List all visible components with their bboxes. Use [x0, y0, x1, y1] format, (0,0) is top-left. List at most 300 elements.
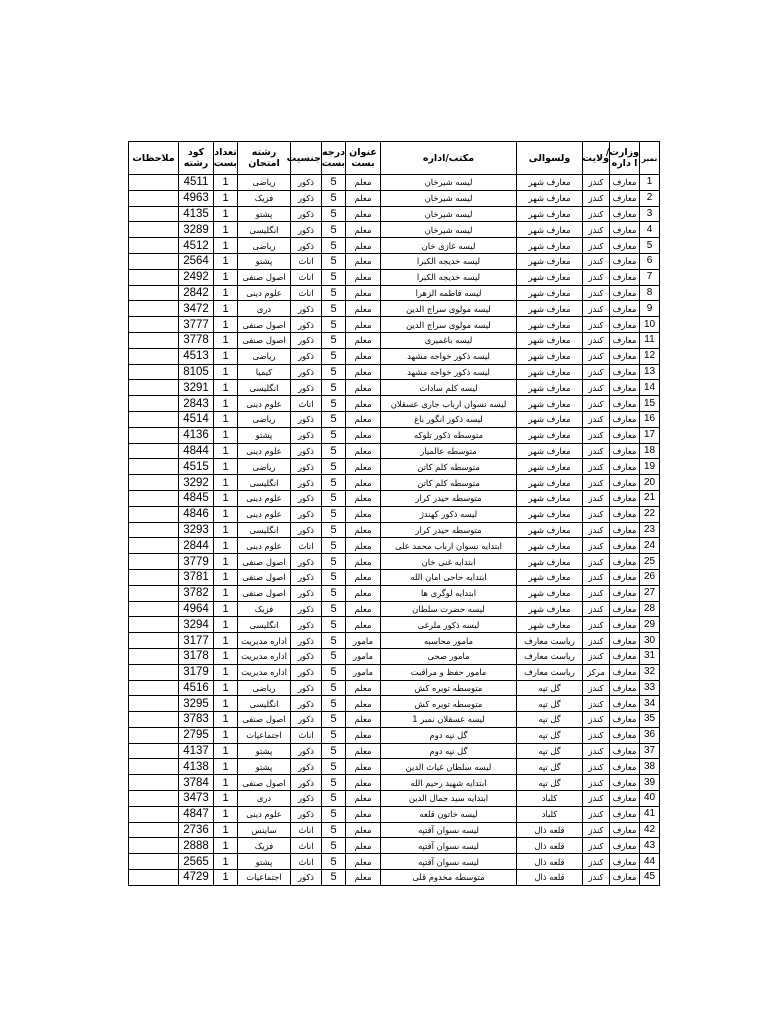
- post-title-cell: مامور: [346, 633, 381, 649]
- header-title: عنوان بست: [346, 142, 381, 175]
- district-cell: معارف شهر: [517, 443, 583, 459]
- subject-code-cell: 3777: [179, 317, 214, 333]
- row-number: 41: [640, 806, 660, 822]
- subject-cell: انگلیسی: [238, 696, 291, 712]
- grade-cell: 5: [322, 253, 346, 269]
- notes-cell: [129, 175, 179, 191]
- ministry-cell: معارف: [610, 190, 640, 206]
- notes-cell: [129, 206, 179, 222]
- notes-cell: [129, 348, 179, 364]
- ministry-cell: معارف: [610, 617, 640, 633]
- subject-code-cell: 3781: [179, 569, 214, 585]
- school-cell: گل تپه دوم: [381, 743, 517, 759]
- ministry-cell: معارف: [610, 822, 640, 838]
- gender-cell: اناث: [291, 538, 322, 554]
- post-title-cell: معلم: [346, 712, 381, 728]
- ministry-cell: معارف: [610, 743, 640, 759]
- grade-cell: 5: [322, 759, 346, 775]
- notes-cell: [129, 317, 179, 333]
- gender-cell: ذکور: [291, 712, 322, 728]
- gender-cell: ذکور: [291, 490, 322, 506]
- subject-code-cell: 4847: [179, 806, 214, 822]
- ministry-cell: معارف: [610, 664, 640, 680]
- post-title-cell: معلم: [346, 459, 381, 475]
- province-cell: کندز: [583, 601, 610, 617]
- grade-cell: 5: [322, 396, 346, 412]
- gender-cell: ذکور: [291, 348, 322, 364]
- row-number: 37: [640, 743, 660, 759]
- province-cell: کندز: [583, 617, 610, 633]
- notes-cell: [129, 712, 179, 728]
- subject-cell: اجتماعیات: [238, 727, 291, 743]
- post-count-cell: 1: [214, 317, 238, 333]
- table-row: [129, 317, 660, 333]
- school-cell: لیسه غازی خان: [381, 238, 517, 254]
- ministry-cell: معارف: [610, 459, 640, 475]
- ministry-cell: معارف: [610, 585, 640, 601]
- school-cell: لیسه شیرخان: [381, 175, 517, 191]
- table-row: [129, 870, 660, 886]
- school-cell: مامور محاسبه: [381, 633, 517, 649]
- school-cell: متوسطه مخدوم قلی: [381, 870, 517, 886]
- post-title-cell: معلم: [346, 317, 381, 333]
- district-cell: گل تپه: [517, 759, 583, 775]
- gender-cell: اناث: [291, 727, 322, 743]
- table-row: [129, 664, 660, 680]
- district-cell: گل تپه: [517, 743, 583, 759]
- district-cell: معارف شهر: [517, 364, 583, 380]
- subject-code-cell: 4963: [179, 190, 214, 206]
- province-cell: کندز: [583, 490, 610, 506]
- gender-cell: ذکور: [291, 759, 322, 775]
- district-cell: معارف شهر: [517, 427, 583, 443]
- gender-cell: ذکور: [291, 380, 322, 396]
- subject-code-cell: 4516: [179, 680, 214, 696]
- subject-code-cell: 3293: [179, 522, 214, 538]
- grade-cell: 5: [322, 506, 346, 522]
- ministry-cell: معارف: [610, 427, 640, 443]
- ministry-cell: معارف: [610, 791, 640, 807]
- row-number: 5: [640, 238, 660, 254]
- grade-cell: 5: [322, 585, 346, 601]
- table-row: [129, 238, 660, 254]
- province-cell: کندز: [583, 585, 610, 601]
- vacancy-table: [128, 141, 660, 886]
- grade-cell: 5: [322, 222, 346, 238]
- row-number: 8: [640, 285, 660, 301]
- notes-cell: [129, 569, 179, 585]
- post-title-cell: معلم: [346, 427, 381, 443]
- school-cell: لیسه مولوی سراج الدین: [381, 301, 517, 317]
- school-cell: لیسه ذکور کهندژ: [381, 506, 517, 522]
- grade-cell: 5: [322, 522, 346, 538]
- post-title-cell: معلم: [346, 380, 381, 396]
- grade-cell: 5: [322, 712, 346, 728]
- subject-code-cell: 4964: [179, 601, 214, 617]
- row-number: 14: [640, 380, 660, 396]
- row-number: 22: [640, 506, 660, 522]
- grade-cell: 5: [322, 317, 346, 333]
- subject-code-cell: 3178: [179, 648, 214, 664]
- province-cell: کندز: [583, 712, 610, 728]
- subject-cell: اداره مدیریت: [238, 664, 291, 680]
- gender-cell: ذکور: [291, 317, 322, 333]
- notes-cell: [129, 364, 179, 380]
- subject-code-cell: 3294: [179, 617, 214, 633]
- school-cell: لیسه عسقلان نمبر 1: [381, 712, 517, 728]
- school-cell: لیسه کلم سادات: [381, 380, 517, 396]
- post-title-cell: معلم: [346, 348, 381, 364]
- post-title-cell: معلم: [346, 396, 381, 412]
- district-cell: معارف شهر: [517, 411, 583, 427]
- grade-cell: 5: [322, 285, 346, 301]
- post-title-cell: معلم: [346, 696, 381, 712]
- gender-cell: ذکور: [291, 648, 322, 664]
- header-ministry: وزارت/ا داره: [610, 142, 640, 175]
- school-cell: لیسه ذکور ملرغی: [381, 617, 517, 633]
- table-row: [129, 332, 660, 348]
- province-cell: کندز: [583, 175, 610, 191]
- province-cell: کندز: [583, 222, 610, 238]
- post-title-cell: معلم: [346, 490, 381, 506]
- row-number: 17: [640, 427, 660, 443]
- subject-code-cell: 3177: [179, 633, 214, 649]
- district-cell: کلباد: [517, 806, 583, 822]
- gender-cell: اناث: [291, 396, 322, 412]
- row-number: 28: [640, 601, 660, 617]
- grade-cell: 5: [322, 743, 346, 759]
- post-count-cell: 1: [214, 648, 238, 664]
- post-title-cell: معلم: [346, 253, 381, 269]
- notes-cell: [129, 475, 179, 491]
- district-cell: معارف شهر: [517, 506, 583, 522]
- row-number: 29: [640, 617, 660, 633]
- gender-cell: ذکور: [291, 364, 322, 380]
- ministry-cell: معارف: [610, 490, 640, 506]
- subject-code-cell: 3778: [179, 332, 214, 348]
- grade-cell: 5: [322, 190, 346, 206]
- province-cell: کندز: [583, 696, 610, 712]
- notes-cell: [129, 759, 179, 775]
- subject-code-cell: 2565: [179, 854, 214, 870]
- row-number: 27: [640, 585, 660, 601]
- table-row: [129, 443, 660, 459]
- gender-cell: ذکور: [291, 791, 322, 807]
- subject-cell: انگلیسی: [238, 522, 291, 538]
- ministry-cell: معارف: [610, 569, 640, 585]
- district-cell: معارف شهر: [517, 206, 583, 222]
- gender-cell: ذکور: [291, 427, 322, 443]
- gender-cell: ذکور: [291, 601, 322, 617]
- gender-cell: ذکور: [291, 222, 322, 238]
- province-cell: کندز: [583, 317, 610, 333]
- post-count-cell: 1: [214, 680, 238, 696]
- gender-cell: اناث: [291, 854, 322, 870]
- post-count-cell: 1: [214, 427, 238, 443]
- school-cell: لیسه فاطمه الزهرا: [381, 285, 517, 301]
- school-cell: ابتدایه لوگری ها: [381, 585, 517, 601]
- post-title-cell: معلم: [346, 791, 381, 807]
- post-title-cell: معلم: [346, 301, 381, 317]
- school-cell: لیسه نسوان آقتپه: [381, 854, 517, 870]
- post-title-cell: معلم: [346, 554, 381, 570]
- subject-cell: علوم دینی: [238, 396, 291, 412]
- school-cell: لیسه ذکور انگور باغ: [381, 411, 517, 427]
- ministry-cell: معارف: [610, 364, 640, 380]
- subject-code-cell: 4513: [179, 348, 214, 364]
- gender-cell: ذکور: [291, 411, 322, 427]
- gender-cell: اناث: [291, 822, 322, 838]
- district-cell: معارف شهر: [517, 522, 583, 538]
- subject-code-cell: 2492: [179, 269, 214, 285]
- ministry-cell: معارف: [610, 506, 640, 522]
- subject-cell: اداره مدیریت: [238, 633, 291, 649]
- notes-cell: [129, 633, 179, 649]
- subject-code-cell: 2842: [179, 285, 214, 301]
- gender-cell: ذکور: [291, 554, 322, 570]
- province-cell: کندز: [583, 380, 610, 396]
- post-count-cell: 1: [214, 522, 238, 538]
- province-cell: کندز: [583, 285, 610, 301]
- school-cell: لیسه باغمیری: [381, 332, 517, 348]
- gender-cell: ذکور: [291, 190, 322, 206]
- gender-cell: ذکور: [291, 569, 322, 585]
- subject-code-cell: 4514: [179, 411, 214, 427]
- table-row: [129, 538, 660, 554]
- district-cell: قلعه ذال: [517, 822, 583, 838]
- gender-cell: ذکور: [291, 870, 322, 886]
- province-cell: کندز: [583, 743, 610, 759]
- notes-cell: [129, 380, 179, 396]
- district-cell: معارف شهر: [517, 601, 583, 617]
- ministry-cell: معارف: [610, 554, 640, 570]
- district-cell: گل تپه: [517, 727, 583, 743]
- subject-code-cell: 3292: [179, 475, 214, 491]
- school-cell: متوسطه حیدر کرار: [381, 522, 517, 538]
- row-number: 42: [640, 822, 660, 838]
- district-cell: گل تپه: [517, 775, 583, 791]
- province-cell: کندز: [583, 838, 610, 854]
- subject-code-cell: 4846: [179, 506, 214, 522]
- notes-cell: [129, 727, 179, 743]
- subject-code-cell: 3473: [179, 791, 214, 807]
- subject-cell: انگلیسی: [238, 475, 291, 491]
- table-row: [129, 585, 660, 601]
- subject-code-cell: 3289: [179, 222, 214, 238]
- grade-cell: 5: [322, 854, 346, 870]
- district-cell: معارف شهر: [517, 332, 583, 348]
- ministry-cell: معارف: [610, 332, 640, 348]
- row-number: 25: [640, 554, 660, 570]
- subject-cell: علوم دینی: [238, 443, 291, 459]
- post-count-cell: 1: [214, 838, 238, 854]
- gender-cell: اناث: [291, 253, 322, 269]
- row-number: 19: [640, 459, 660, 475]
- table-row: [129, 822, 660, 838]
- post-count-cell: 1: [214, 396, 238, 412]
- post-title-cell: معلم: [346, 585, 381, 601]
- post-title-cell: معلم: [346, 285, 381, 301]
- gender-cell: ذکور: [291, 633, 322, 649]
- ministry-cell: معارف: [610, 269, 640, 285]
- notes-cell: [129, 332, 179, 348]
- grade-cell: 5: [322, 411, 346, 427]
- header-notes: ملاحظات: [129, 142, 179, 175]
- grade-cell: 5: [322, 633, 346, 649]
- notes-cell: [129, 411, 179, 427]
- province-cell: کندز: [583, 364, 610, 380]
- post-count-cell: 1: [214, 712, 238, 728]
- grade-cell: 5: [322, 332, 346, 348]
- school-cell: ابتدایه حاجی امان الله: [381, 569, 517, 585]
- subject-cell: فزیک: [238, 601, 291, 617]
- post-count-cell: 1: [214, 601, 238, 617]
- row-number: 39: [640, 775, 660, 791]
- gender-cell: ذکور: [291, 475, 322, 491]
- district-cell: معارف شهر: [517, 585, 583, 601]
- grade-cell: 5: [322, 696, 346, 712]
- gender-cell: ذکور: [291, 522, 322, 538]
- table-row: [129, 854, 660, 870]
- header-district: ولسوالی: [517, 142, 583, 175]
- ministry-cell: معارف: [610, 538, 640, 554]
- subject-code-cell: 4845: [179, 490, 214, 506]
- table-row: [129, 206, 660, 222]
- ministry-cell: معارف: [610, 175, 640, 191]
- subject-code-cell: 3472: [179, 301, 214, 317]
- grade-cell: 5: [322, 680, 346, 696]
- province-cell: کندز: [583, 775, 610, 791]
- province-cell: کندز: [583, 396, 610, 412]
- province-cell: کندز: [583, 870, 610, 886]
- grade-cell: 5: [322, 538, 346, 554]
- post-title-cell: مامور: [346, 664, 381, 680]
- district-cell: گل تپه: [517, 696, 583, 712]
- ministry-cell: معارف: [610, 838, 640, 854]
- school-cell: ابتدایه غنی خان: [381, 554, 517, 570]
- gender-cell: اناث: [291, 269, 322, 285]
- subject-cell: انگلیسی: [238, 222, 291, 238]
- row-number: 34: [640, 696, 660, 712]
- subject-cell: فزیک: [238, 838, 291, 854]
- province-cell: کندز: [583, 538, 610, 554]
- row-number: 33: [640, 680, 660, 696]
- district-cell: معارف شهر: [517, 475, 583, 491]
- district-cell: معارف شهر: [517, 301, 583, 317]
- notes-cell: [129, 648, 179, 664]
- subject-cell: اجتماعیات: [238, 870, 291, 886]
- subject-cell: پشتو: [238, 854, 291, 870]
- notes-cell: [129, 269, 179, 285]
- table-row: [129, 411, 660, 427]
- table-row: [129, 396, 660, 412]
- ministry-cell: معارف: [610, 206, 640, 222]
- grade-cell: 5: [322, 601, 346, 617]
- subject-cell: ریاضی: [238, 459, 291, 475]
- notes-cell: [129, 838, 179, 854]
- notes-cell: [129, 427, 179, 443]
- school-cell: لیسه نسوان ارباب جاری عسقلان: [381, 396, 517, 412]
- ministry-cell: معارف: [610, 285, 640, 301]
- district-cell: معارف شهر: [517, 222, 583, 238]
- row-number: 18: [640, 443, 660, 459]
- subject-cell: پشتو: [238, 759, 291, 775]
- post-count-cell: 1: [214, 238, 238, 254]
- school-cell: متوسطه حیدر کرار: [381, 490, 517, 506]
- table-row: [129, 791, 660, 807]
- notes-cell: [129, 238, 179, 254]
- district-cell: معارف شهر: [517, 317, 583, 333]
- grade-cell: 5: [322, 475, 346, 491]
- row-number: 7: [640, 269, 660, 285]
- gender-cell: ذکور: [291, 743, 322, 759]
- gender-cell: ذکور: [291, 332, 322, 348]
- subject-cell: ریاضی: [238, 680, 291, 696]
- subject-code-cell: 4512: [179, 238, 214, 254]
- district-cell: ریاست معارف: [517, 648, 583, 664]
- school-cell: مامور صحی: [381, 648, 517, 664]
- district-cell: معارف شهر: [517, 238, 583, 254]
- grade-cell: 5: [322, 554, 346, 570]
- grade-cell: 5: [322, 301, 346, 317]
- ministry-cell: معارف: [610, 475, 640, 491]
- row-number: 9: [640, 301, 660, 317]
- school-cell: متوسطه توبره کش: [381, 696, 517, 712]
- school-cell: متوسطه کلم کاتن: [381, 475, 517, 491]
- table-row: [129, 617, 660, 633]
- province-cell: کندز: [583, 443, 610, 459]
- province-cell: مرکز: [583, 664, 610, 680]
- post-count-cell: 1: [214, 633, 238, 649]
- subject-cell: ریاضی: [238, 411, 291, 427]
- row-number: 45: [640, 870, 660, 886]
- post-title-cell: معلم: [346, 443, 381, 459]
- notes-cell: [129, 301, 179, 317]
- school-cell: ابتدایه نسوان ارباب محمد علی: [381, 538, 517, 554]
- subject-cell: پشتو: [238, 206, 291, 222]
- row-number: 36: [640, 727, 660, 743]
- gender-cell: ذکور: [291, 206, 322, 222]
- notes-cell: [129, 806, 179, 822]
- post-title-cell: معلم: [346, 617, 381, 633]
- post-count-cell: 1: [214, 822, 238, 838]
- subject-code-cell: 2795: [179, 727, 214, 743]
- post-title-cell: معلم: [346, 601, 381, 617]
- subject-code-cell: 4511: [179, 175, 214, 191]
- row-number: 10: [640, 317, 660, 333]
- table-row: [129, 301, 660, 317]
- row-number: 35: [640, 712, 660, 728]
- province-cell: کندز: [583, 459, 610, 475]
- notes-cell: [129, 664, 179, 680]
- post-title-cell: مامور: [346, 648, 381, 664]
- ministry-cell: معارف: [610, 712, 640, 728]
- header-subject: رشته امتحان: [238, 142, 291, 175]
- gender-cell: ذکور: [291, 775, 322, 791]
- post-count-cell: 1: [214, 759, 238, 775]
- grade-cell: 5: [322, 175, 346, 191]
- province-cell: کندز: [583, 238, 610, 254]
- province-cell: کندز: [583, 190, 610, 206]
- post-title-cell: معلم: [346, 190, 381, 206]
- gender-cell: ذکور: [291, 459, 322, 475]
- province-cell: کندز: [583, 269, 610, 285]
- gender-cell: ذکور: [291, 806, 322, 822]
- table-row: [129, 696, 660, 712]
- notes-cell: [129, 696, 179, 712]
- ministry-cell: معارف: [610, 806, 640, 822]
- post-title-cell: معلم: [346, 854, 381, 870]
